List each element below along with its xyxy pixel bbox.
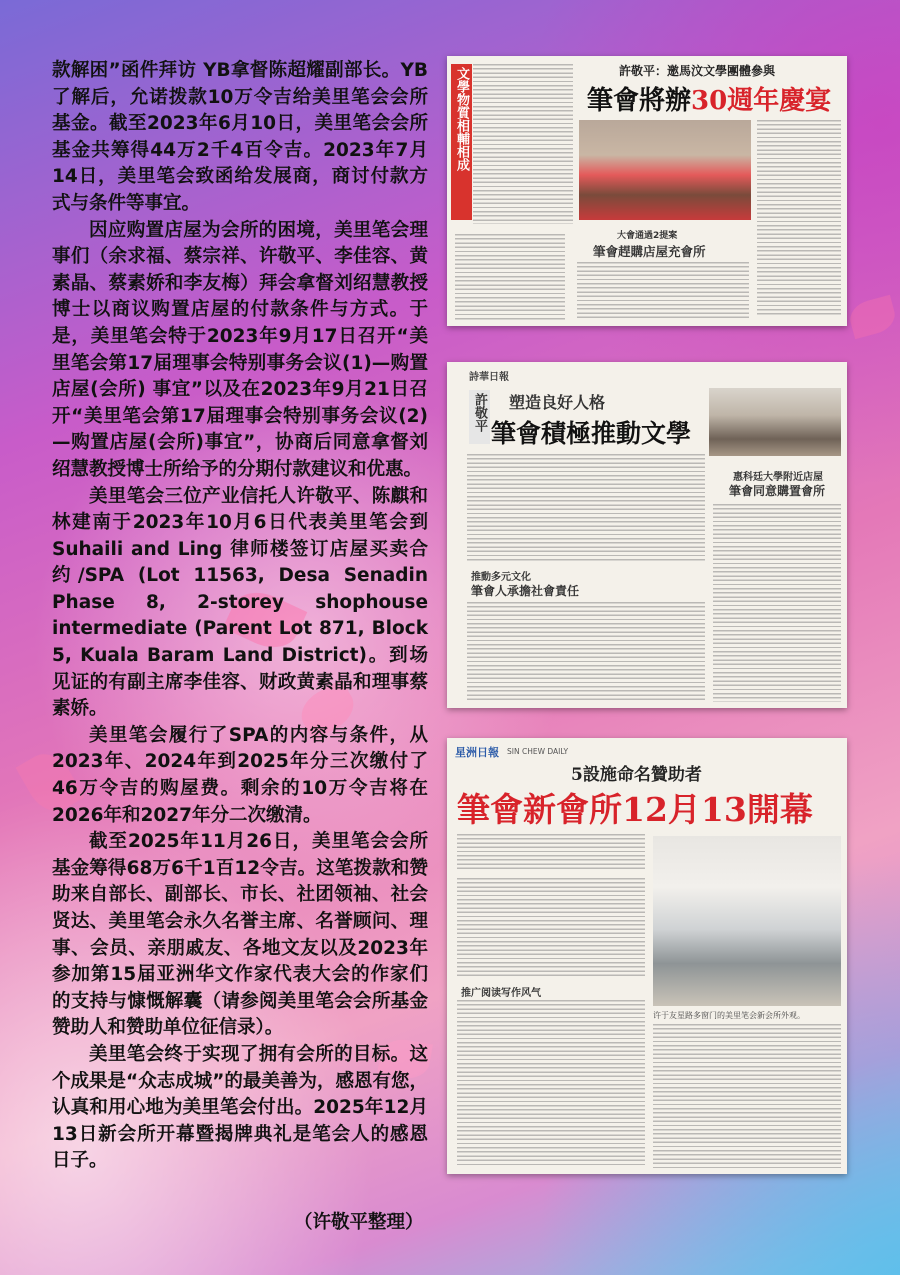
clip1-side-banner: 文學物質相輔相成: [451, 64, 472, 220]
newspaper-clipping-3: [447, 738, 847, 1174]
clip2-kicker: 塑造良好人格: [509, 393, 606, 412]
clip2-subhead-b2: 筆會同意購置會所: [729, 484, 826, 498]
clip2-subhead-b: 惠科廷大學附近店屋: [733, 472, 823, 483]
clip1-kicker: 許敬平：邀馬汶文學團體參與: [619, 64, 776, 78]
clip2-group-photo: [709, 388, 841, 456]
clip1-subhead: 大會通過2提案: [617, 231, 678, 241]
article-paragraph: 款解困”函件拜访 YB拿督陈超耀副部长。YB了解后，允诺拨款10万令吉给美里笔会会所基金。截至2023年6月10日，美里笔会会所基金共筹得44万2千4百令吉。2023年7月14日，美里笔会致函给发展商，商讨付款方式与条件等事宜。: [52, 60, 428, 214]
article-body: [52, 58, 428, 1175]
article-paragraph: 美里笔会终于实现了拥有会所的目标。这个成果是“众志成城”的最美善为，感恩有您，认真和用心地为美里笔会付出。2025年12月13日新会所开幕暨揭牌典礼是笔会人的感恩日子。: [52, 1043, 428, 1172]
clip2-subhead-a2: 筆會人承擔社會責任: [471, 584, 580, 598]
clip1-subhead-2: 筆會趕購店屋充會所: [593, 244, 706, 259]
clip2-side-banner: 許敬平: [469, 390, 490, 444]
article-paragraph: 美里笔会履行了SPA的内容与条件，从2023年、2024年到2025年分三次缴付了46万令吉的购屋费。剩余的10万令吉将在2026年和2027年分二次缴清。: [52, 724, 428, 826]
clip1-headline-black: 筆會將辦: [587, 86, 692, 116]
clip1-group-photo: [579, 120, 751, 220]
clip3-subhead: 推广阅读写作风气: [461, 988, 541, 999]
clip2-masthead: 詩華日報: [469, 372, 509, 383]
clip3-headline: 筆會新會所12月13開幕: [457, 790, 813, 829]
clip3-building-photo: [653, 836, 841, 1006]
clip3-masthead: 星洲日報: [455, 746, 499, 759]
clip1-headline-red: 30週年慶宴: [691, 86, 832, 116]
article-paragraph: 美里笔会三位产业信托人许敬平、陈麒和林建南于2023年10月6日代表美里笔会到Suhaili and Ling 律师楼签订店屋买卖合约/SPA (Lot 11563, Desa Senadin Phase 8, 2-storey shophouse intermediate (Parent Lot 871, Block 5, Kuala Baram Land District)。到场见证的有副主席李佳容、财政黄素晶和理事蔡素娇。: [52, 485, 428, 720]
article-paragraph: 截至2025年11月26日，美里笔会会所基金筹得68万6千1百12令吉。这笔拨款和赞助来自部长、副部长、市长、社团领袖、社会贤达、美里笔会永久名誉主席、名誉顾问、理事、会员、亲朋戚友、各地文友以及2023年参加第15届亚洲华文作家代表大会的作家们的支持与慷慨解囊（请参阅美里笔会会所基金赞助人和赞助单位征信录）。: [52, 831, 428, 1039]
clip3-photo-caption: 许于友星路多窗门的美里笔会新会所外观。: [653, 1011, 805, 1020]
clip3-masthead-en: SIN CHEW DAILY: [507, 747, 569, 756]
decorative-petal: [846, 295, 898, 339]
article-signature: （许敬平整理）: [294, 1212, 424, 1233]
clip2-subhead-a: 推動多元文化: [471, 572, 531, 583]
newspaper-clipping-2: [447, 362, 847, 708]
article-paragraph: 因应购置店屋为会所的困境，美里笔会理事们（余求福、蔡宗祥、许敬平、李佳容、黄素晶、蔡素娇和李友梅）拜会拿督刘绍慧教授博士以商议购置店屋的付款条件与方式。于是，美里笔会特于2023年9月17日召开“美里笔会第17届理事会特别事务会议(1)—购置店屋(会所) 事宜”以及在2023年9月21日召开“美里笔会第17届理事会特别事务会议(2)—购置店屋(会所)事宜”，协商后同意拿督刘绍慧教授博士所给予的分期付款建议和优惠。: [52, 219, 428, 480]
clip1-headline: [587, 80, 831, 117]
clip2-headline: 筆會積極推動文學: [491, 419, 692, 448]
clip3-kicker: 5設施命名贊助者: [571, 765, 702, 785]
newspaper-clipping-1: [447, 56, 847, 326]
